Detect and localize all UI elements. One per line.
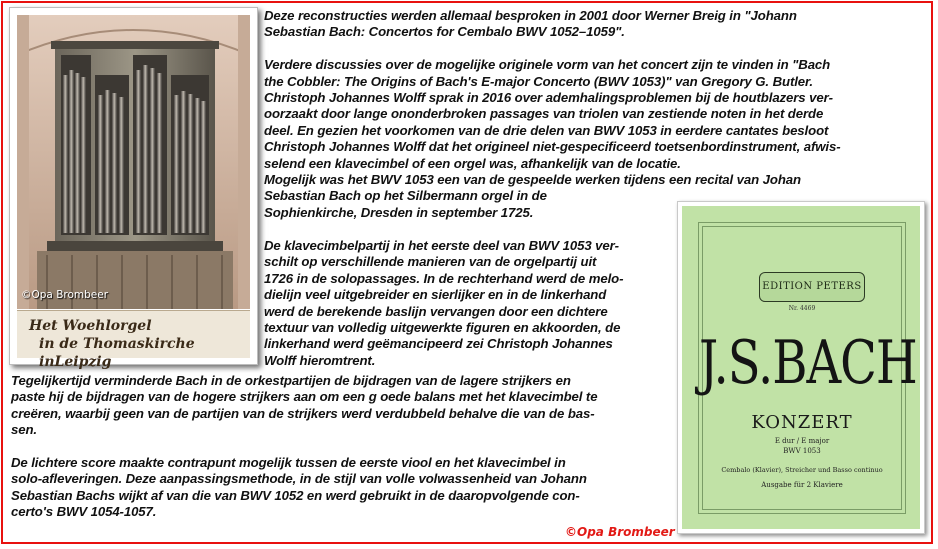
author-credit: ©Opa Brombeer [565, 525, 675, 539]
organ-photo [17, 15, 250, 309]
caption-line-2: in de Thomaskirche inLeipzig [39, 336, 195, 370]
score-cover-card [677, 201, 925, 534]
paragraph: De lichtere score maakte contrapunt mogelijk tussen de eerste viool en het klavecimbel in solo-afleveringen. Deze aanpassingsmethode, in de stijl van volle volwassenheid van Johann Sebastian Bachs wijkt af van die van BWV 1052 en werd gebruikt in de daaropvolgende con- certo's BWV 1054-1057. [11, 455, 587, 520]
organ-caption [29, 317, 250, 371]
organ-photo-credit: ©Opa Brombeer [21, 289, 109, 301]
composer-name: J.S.BACH [699, 328, 917, 398]
score-bwv: BWV 1053 [783, 447, 821, 455]
paragraph: De klavecimbelpartij in het eerste deel van BWV 1053 ver- schilt op verschillende manieren van de orgelpartij uit 1726 in de solopassages. In de rechterhand werd de melo- dielijn veel uitgebreider en sierlijker en in de linkerhand werd de berekende baslijn vervangen door een dichtere textuur van volledig uitgewerkte figuren en akkoorden, de linkerhand werd geëmancipeerd zei Christoph Johannes Wolff hieromtrent. [264, 238, 624, 368]
edition-number: Nr. 4469 [788, 305, 816, 312]
text-block-top [264, 8, 924, 221]
paragraph: Tegelijkertijd verminderde Bach in de orkestpartijen de bijdragen van de lagere strijkers en paste hij de bijdragen van de hogere strijkers aan om een g oede balans met het klavecimbel te creëren, waarbij geen van de partijen van de strijkers werd verdubbeld behalve die van de bas- sen. [11, 373, 598, 438]
score-key: E dur / E major [774, 437, 830, 445]
paragraph: Deze reconstructies werden allemaal besproken in 2001 door Werner Breig in "Johann Sebastian Bach: Concertos for Cembalo BWV 1052–1059". [264, 8, 797, 40]
edition-peters-label: EDITION PETERS [759, 272, 865, 302]
organ-illustration [17, 15, 250, 309]
score-cover [682, 206, 920, 529]
score-edition-note: Ausgabe für 2 Klaviere [761, 481, 843, 489]
score-instruments: Cembalo (Klavier), Streicher und Basso continuo [721, 466, 883, 474]
score-border [698, 222, 917, 514]
organ-photo-card [9, 7, 258, 370]
paragraph: Verdere discussies over de mogelijke originele vorm van het concert zijn te vinden in "Bach the Cobbler: The Origins of Bach's E-major Concerto (BWV 1053)" van Gregory G. Butler. Christoph Johannes Wolff sprak in 2016 over ademhalingsproblemen bij de houtblazers ver- oorzaakt door lange ononderbroken passages van triolen van zestiende noten in het derde deel. En gezien het voorkomen van de drie delen van BWV 1053 in eerdere cantates besloot Christoph Johannes Wolff dat het origineel niet-gespecificeerd toetsenbordinstrument, afwis- selend een klavecimbel of een orgel was, afhankelijk van de locatie. Mogelijk was het BWV 1053 een van de gespeelde werken tijdens een recital van Johan Sebastian Bach op het Silbermann orgel in de Sophienkirche, Dresden in september 1725. [264, 57, 841, 220]
text-block-middle [264, 238, 676, 369]
score-title: KONZERT [751, 412, 853, 433]
text-block-bottom [11, 373, 671, 521]
caption-line-1: Het Woehlorgel [29, 318, 152, 334]
organ-caption-box [17, 310, 250, 370]
